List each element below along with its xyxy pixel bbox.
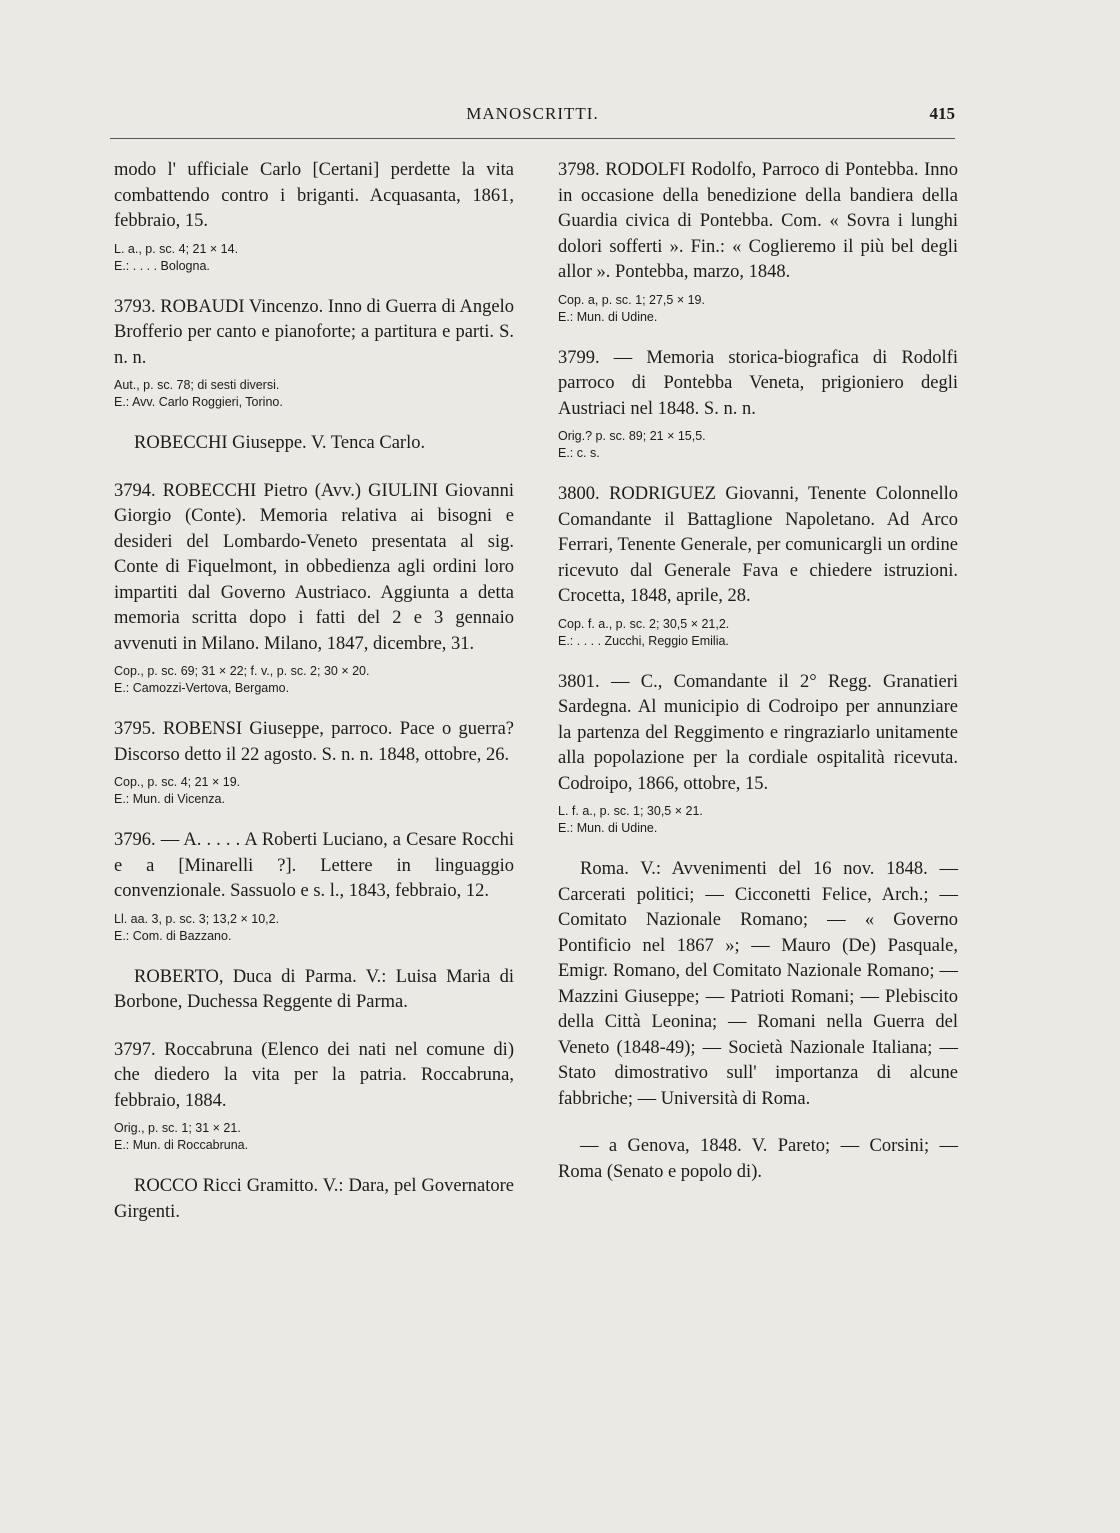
meta-line: E.: . . . . Bologna. [114, 258, 210, 273]
meta-line: Cop. a, p. sc. 1; 27,5 × 19. [558, 292, 705, 307]
entry-text: 3794. ROBECCHI Pietro (Avv.) GIULINI Giovanni Giorgio (Conte). Memoria relativa ai bisogni e desideri del Lombardo-Veneto presentata al sig. Conte di Fiquelmont, in obbedienza agli ordini loro impartiti dal Governo Austriaco. Aggiunta a detta memoria scritta dopo i fatti del 2 e 3 gennaio avvenuti in Milano. Milano, 1847, dicembre, 31. [114, 480, 514, 654]
running-head [110, 104, 955, 134]
meta-line: E.: Mun. di Udine. [558, 309, 658, 324]
entry-meta [558, 428, 958, 462]
left-column [114, 158, 514, 1247]
meta-line: E.: c. s. [558, 446, 600, 460]
entry-text: ROCCO Ricci Gramitto. V.: Dara, pel Governatore Girgenti. [114, 1176, 514, 1222]
entry-text: — a Genova, 1848. V. Pareto; — Corsini; — Roma (Senato e popolo di). [558, 1136, 958, 1182]
header-rule [110, 138, 955, 139]
catalog-entry [558, 346, 958, 463]
entry-text: 3795. ROBENSI Giuseppe, parroco. Pace o guerra? Discorso detto il 22 agosto. S. n. n. 1848, ottobre, 26. [114, 719, 514, 765]
meta-line: L. f. a., p. sc. 1; 30,5 × 21. [558, 804, 703, 818]
running-title: MANOSCRITTI. [466, 104, 599, 123]
entry-meta [558, 803, 958, 837]
page-number: 415 [929, 104, 955, 123]
entry-text: 3801. — C., Comandante il 2° Regg. Granatieri Sardegna. Al municipio di Codroipo per annunziare la partenza del Reggimento e ringraziarlo unitamente alla popolazione per la cordiale ospitalità ricevuta. Codroipo, 1866, ottobre, 15. [558, 671, 958, 794]
meta-line: E.: Camozzi-Vertova, Bergamo. [114, 681, 290, 695]
meta-line: E.: Avv. Carlo Roggieri, Torino. [114, 395, 283, 409]
meta-line: E.: Com. di Bazzano. [114, 928, 232, 943]
entry-text: 3798. RODOLFI Rodolfo, Parroco di Pontebba. Inno in occasione della benedizione della bandiera della Guardia civica di Pontebba. Com. « Sovra i lunghi dolori sofferti ». Fin.: « Coglieremo il più bel degli allor ». Pontebba, marzo, 1848. [558, 160, 958, 282]
catalog-entry [558, 670, 958, 838]
meta-line: Cop., p. sc. 69; 31 × 22; f. v., p. sc. 2; 30 × 20. [114, 664, 370, 678]
cross-reference [114, 965, 514, 1016]
meta-line: L. a., p. sc. 4; 21 × 14. [114, 241, 239, 256]
entry-text: 3793. ROBAUDI Vincenzo. Inno di Guerra di Angelo Brofferio per canto e pianoforte; a partitura e parti. S. n. n. [114, 296, 514, 368]
catalog-entry [114, 828, 514, 945]
meta-line: E.: . . . . Zucchi, Reggio Emilia. [558, 633, 729, 648]
entry-text: ROBERTO, Duca di Parma. V.: Luisa Maria di Borbone, Duchessa Reggente di Parma. [114, 966, 514, 1012]
meta-line: Ll. aa. 3, p. sc. 3; 13,2 × 10,2. [114, 911, 280, 926]
entry-text: 3799. — Memoria storica-biografica di Rodolfi parroco di Pontebba Veneta, prigioniero degli Austriaci nel 1848. S. n. n. [558, 347, 958, 419]
meta-line: E.: Mun. di Vicenza. [114, 792, 225, 806]
entry-meta [114, 1120, 514, 1154]
entry-meta [114, 774, 514, 808]
entry-text: 3796. — A. . . . . A Roberti Luciano, a Cesare Rocchi e a [Minarelli ?]. Lettere in linguaggio convenzionale. Sassuolo e s. l., 1843, febbraio, 12. [114, 830, 514, 901]
catalog-entry [558, 482, 958, 650]
catalog-entry [558, 158, 958, 326]
catalog-entry [114, 717, 514, 808]
entry-text: 3797. Roccabruna (Elenco dei nati nel comune di) che diedero la vita per la patria. Roccabruna, febbraio, 1884. [114, 1039, 514, 1111]
catalog-entry [114, 479, 514, 698]
meta-line: Aut., p. sc. 78; di sesti diversi. [114, 378, 280, 392]
cross-reference [114, 431, 514, 457]
entry-text: 3800. RODRIGUEZ Giovanni, Tenente Colonnello Comandante il Battaglione Napoletano. Ad Arco Ferrari, Tenente Generale, per comunicargli un ordine ricevuto dal Generale Fava e chiedere istruzioni. Crocetta, 1848, aprile, 28. [558, 484, 958, 606]
meta-line: Orig., p. sc. 1; 31 × 21. [114, 1121, 241, 1135]
catalog-entry [114, 1038, 514, 1155]
entry-meta [114, 241, 514, 275]
right-column [558, 158, 958, 1207]
cross-reference [558, 1134, 958, 1185]
entry-meta [114, 663, 514, 697]
catalog-entry [114, 295, 514, 412]
entry-text: Roma. V.: Avvenimenti del 16 nov. 1848. — Carcerati politici; — Cicconetti Felice, Arch.; — Comitato Nazionale Romano; — « Governo Pontificio nel 1867 »; — Mauro (De) Pasquale, Emigr. Romano, del Comitato Nazionale Romano; — Mazzini Giuseppe; — Patrioti Romani; — Plebiscito della Città Leonina; — Romani nella Guerra del Veneto (1848-49); — Società Nazionale Italiana; — Stato dimostrativo sull' importanza di alcune fabbriche; — Università di Roma. [558, 859, 958, 1109]
entry-meta [558, 292, 958, 326]
meta-line: E.: Mun. di Udine. [558, 821, 658, 835]
meta-line: Cop. f. a., p. sc. 2; 30,5 × 21,2. [558, 616, 730, 631]
entry-meta [114, 911, 514, 945]
entry-meta [558, 616, 958, 650]
entry-text: modo l' ufficiale Carlo [Certani] perdette la vita combattendo contro i briganti. Acquasanta, 1861, febbraio, 15. [114, 160, 514, 231]
meta-line: E.: Mun. di Roccabruna. [114, 1138, 249, 1152]
cross-reference [558, 857, 958, 1112]
cross-reference [114, 1174, 514, 1225]
entry-meta [114, 377, 514, 411]
meta-line: Cop., p. sc. 4; 21 × 19. [114, 775, 241, 789]
catalog-entry [114, 158, 514, 275]
entry-text: ROBECCHI Giuseppe. V. Tenca Carlo. [134, 433, 426, 453]
meta-line: Orig.? p. sc. 89; 21 × 15,5. [558, 429, 706, 443]
